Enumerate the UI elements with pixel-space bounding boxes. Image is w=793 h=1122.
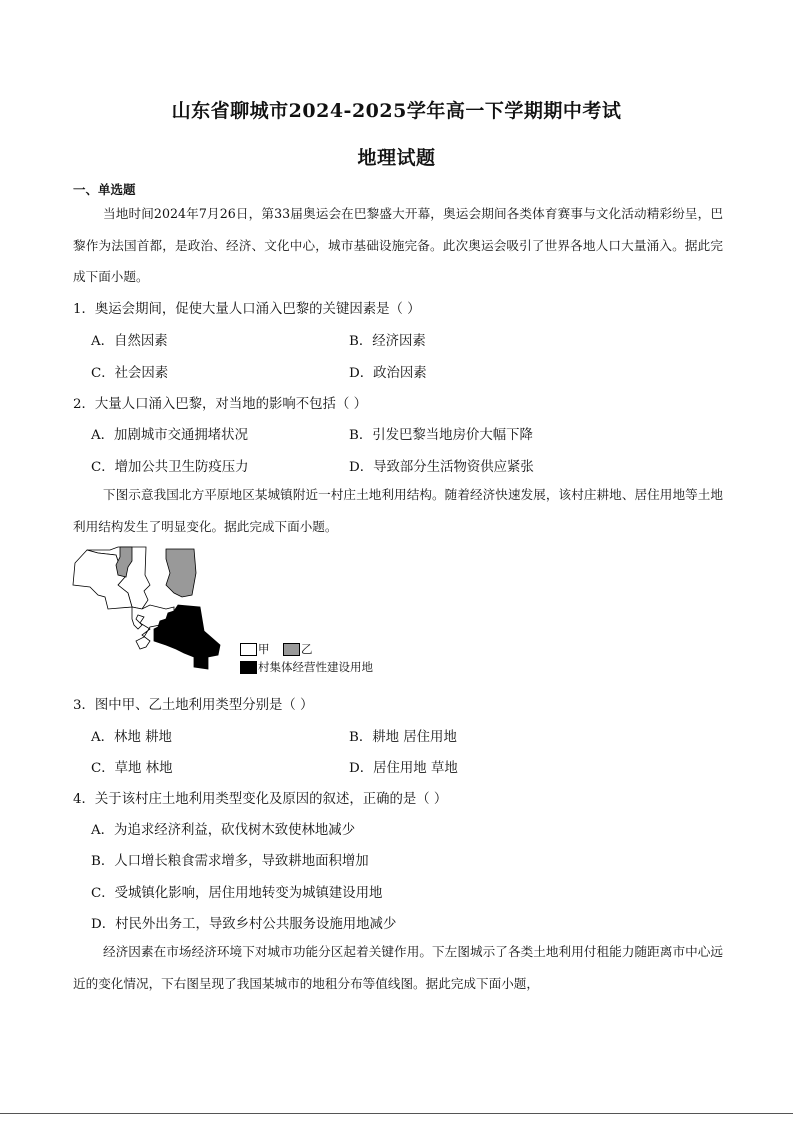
- q2-option-a: A．加剧城市交通拥堵状况: [91, 428, 248, 443]
- q1-option-d: D．政治因素: [349, 366, 427, 381]
- map-region-yi-east: [166, 549, 196, 597]
- q2-option-d: D．导致部分生活物资供应紧张: [349, 460, 534, 475]
- q4-option-c: C．受城镇化影响，居住用地转变为城镇建设用地: [91, 886, 383, 901]
- question-4-stem: 4．关于该村庄土地利用类型变化及原因的叙述，正确的是（ ）: [73, 792, 448, 807]
- exam-title: 山东省聊城市2024-2025学年高一下学期期中考试: [171, 100, 622, 122]
- section-heading: 一、单选题: [73, 182, 136, 197]
- q3-option-a: A．林地 耕地: [91, 730, 172, 745]
- question-2-stem: 2．大量人口涌入巴黎，对当地的影响不包括（ ）: [73, 397, 367, 412]
- q2-option-b: B．引发巴黎当地房价大幅下降: [349, 428, 533, 443]
- legend-swatch-collective: [240, 661, 257, 674]
- page-footer-divider: [0, 1113, 793, 1114]
- q1-option-a: A．自然因素: [91, 334, 168, 349]
- material-urban-rent: 经济因素在市场经济环境下对城市功能分区起着关键作用。下左图城示了各类土地利用付租能力随距离市中心远近的变化情况，下右图呈现了我国某城市的地租分布等值线图。据此完成下面小题，: [73, 944, 723, 991]
- q2-option-c: C．增加公共卫生防疫压力: [91, 460, 249, 475]
- q1-option-b: B．经济因素: [349, 334, 426, 349]
- legend-label-yi: 乙: [301, 642, 313, 656]
- legend-label-collective: 村集体经营性建设用地: [258, 660, 373, 674]
- q4-option-a: A．为追求经济利益，砍伐树木致使林地减少: [91, 823, 356, 838]
- q1-option-c: C．社会因素: [91, 366, 169, 381]
- q3-option-c: C．草地 林地: [91, 761, 173, 776]
- material-village-land-use: 下图示意我国北方平原地区某城镇附近一村庄土地利用结构。随着经济快速发展，该村庄耕地、居住用地等土地利用结构发生了明显变化。据此完成下面小题。: [73, 487, 723, 534]
- q4-option-d: D．村民外出务工，导致乡村公共服务设施用地减少: [91, 917, 397, 932]
- legend-label-jia: 甲: [258, 642, 270, 656]
- legend-swatch-yi: [283, 643, 300, 656]
- question-3-stem: 3．图中甲、乙土地利用类型分别是（ ）: [73, 698, 314, 713]
- q3-option-b: B．耕地 居住用地: [349, 730, 457, 745]
- material-paris-olympics: 当地时间2024年7月26日，第33届奥运会在巴黎盛大开幕，奥运会期间各类体育赛事与文化活动精彩纷呈，巴黎作为法国首都，是政治、经济、文化中心，城市基础设施完备。此次奥运会吸引了世界各地人口大量涌入。据此完成下面小题。: [73, 206, 723, 284]
- q4-option-b: B．人口增长粮食需求增多，导致耕地面积增加: [91, 854, 369, 869]
- legend-swatch-jia: [240, 643, 257, 656]
- land-use-map: [70, 545, 230, 675]
- question-1-stem: 1．奥运会期间，促使大量人口涌入巴黎的关键因素是（ ）: [73, 302, 421, 317]
- q3-option-d: D．居住用地 草地: [349, 761, 458, 776]
- exam-subtitle: 地理试题: [357, 147, 436, 169]
